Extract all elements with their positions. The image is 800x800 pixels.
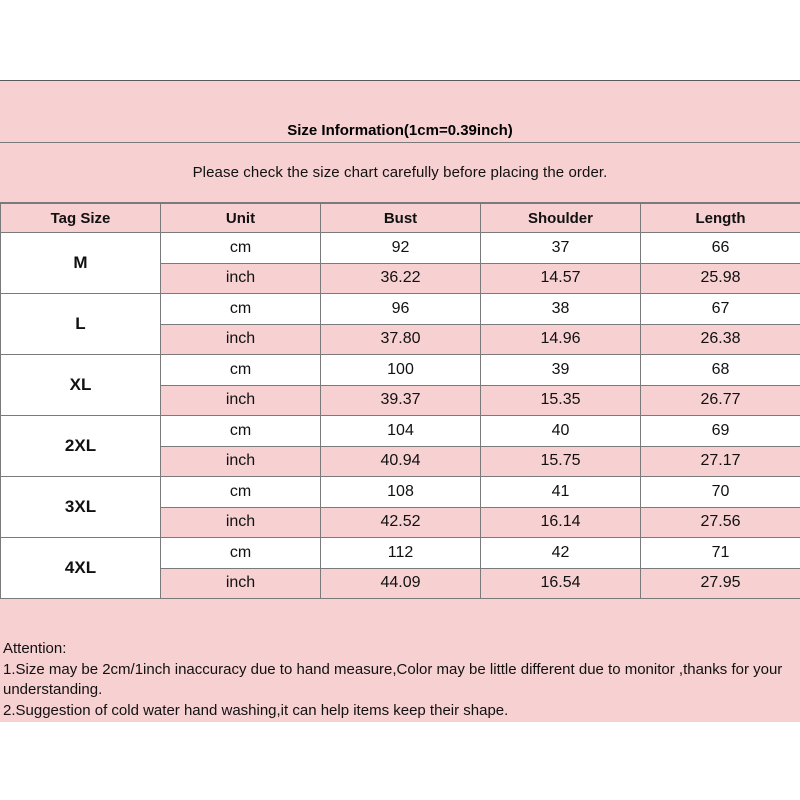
- table-row: [1, 538, 800, 569]
- table-row: [1, 355, 800, 386]
- length-cell: 27.95: [641, 568, 800, 599]
- table-row: [1, 294, 800, 325]
- shoulder-cell: 15.75: [481, 446, 641, 477]
- tag-size-cell: 3XL: [1, 477, 161, 538]
- size-table-body: [1, 233, 800, 599]
- tag-size-cell: M: [1, 233, 161, 294]
- bust-cell: 108: [321, 477, 481, 508]
- attention-line-2: 2.Suggestion of cold water hand washing,it can help items keep their shape.: [3, 701, 509, 719]
- bust-cell: 37.80: [321, 324, 481, 355]
- unit-cell: inch: [161, 324, 321, 355]
- bust-cell: 42.52: [321, 507, 481, 538]
- shoulder-cell: 16.14: [481, 507, 641, 538]
- unit-cell: inch: [161, 507, 321, 538]
- length-cell: 71: [641, 538, 800, 569]
- order-note: Please check the size chart carefully before placing the order.: [0, 143, 800, 203]
- bust-cell: 96: [321, 294, 481, 325]
- header-unit: Unit: [161, 204, 321, 233]
- shoulder-cell: 40: [481, 416, 641, 447]
- size-table: [0, 203, 800, 599]
- header-shoulder: Shoulder: [481, 204, 641, 233]
- tag-size-cell: 4XL: [1, 538, 161, 599]
- attention-heading: Attention:: [3, 640, 67, 657]
- table-row: [1, 477, 800, 508]
- length-cell: 27.56: [641, 507, 800, 538]
- shoulder-cell: 41: [481, 477, 641, 508]
- bust-cell: 44.09: [321, 568, 481, 599]
- shoulder-cell: 14.96: [481, 324, 641, 355]
- size-chart: [0, 80, 800, 722]
- bust-cell: 92: [321, 233, 481, 264]
- shoulder-cell: 37: [481, 233, 641, 264]
- unit-cell: inch: [161, 263, 321, 294]
- attention-line-1: 1.Size may be 2cm/1inch inaccuracy due to hand measure,Color may be little different due to monitor ,thanks for your understanding.: [3, 660, 783, 698]
- length-cell: 26.38: [641, 324, 800, 355]
- shoulder-cell: 42: [481, 538, 641, 569]
- shoulder-cell: 38: [481, 294, 641, 325]
- header-bust: Bust: [321, 204, 481, 233]
- length-cell: 26.77: [641, 385, 800, 416]
- length-cell: 70: [641, 477, 800, 508]
- length-cell: 67: [641, 294, 800, 325]
- unit-cell: inch: [161, 446, 321, 477]
- header-row: [1, 204, 800, 233]
- tag-size-cell: 2XL: [1, 416, 161, 477]
- length-cell: 69: [641, 416, 800, 447]
- bust-cell: 100: [321, 355, 481, 386]
- unit-cell: inch: [161, 385, 321, 416]
- unit-cell: inch: [161, 568, 321, 599]
- unit-cell: cm: [161, 294, 321, 325]
- attention-section: [0, 599, 800, 723]
- tag-size-cell: XL: [1, 355, 161, 416]
- length-cell: 66: [641, 233, 800, 264]
- unit-cell: cm: [161, 477, 321, 508]
- table-row: [1, 233, 800, 264]
- bust-cell: 112: [321, 538, 481, 569]
- length-cell: 25.98: [641, 263, 800, 294]
- length-cell: 68: [641, 355, 800, 386]
- table-row: [1, 416, 800, 447]
- length-cell: 27.17: [641, 446, 800, 477]
- unit-cell: cm: [161, 538, 321, 569]
- header-length: Length: [641, 204, 800, 233]
- shoulder-cell: 39: [481, 355, 641, 386]
- bust-cell: 104: [321, 416, 481, 447]
- bust-cell: 40.94: [321, 446, 481, 477]
- chart-title: Size Information(1cm=0.39inch): [0, 81, 800, 143]
- shoulder-cell: 15.35: [481, 385, 641, 416]
- shoulder-cell: 16.54: [481, 568, 641, 599]
- tag-size-cell: L: [1, 294, 161, 355]
- unit-cell: cm: [161, 233, 321, 264]
- shoulder-cell: 14.57: [481, 263, 641, 294]
- header-tag-size: Tag Size: [1, 204, 161, 233]
- unit-cell: cm: [161, 355, 321, 386]
- unit-cell: cm: [161, 416, 321, 447]
- bust-cell: 36.22: [321, 263, 481, 294]
- bust-cell: 39.37: [321, 385, 481, 416]
